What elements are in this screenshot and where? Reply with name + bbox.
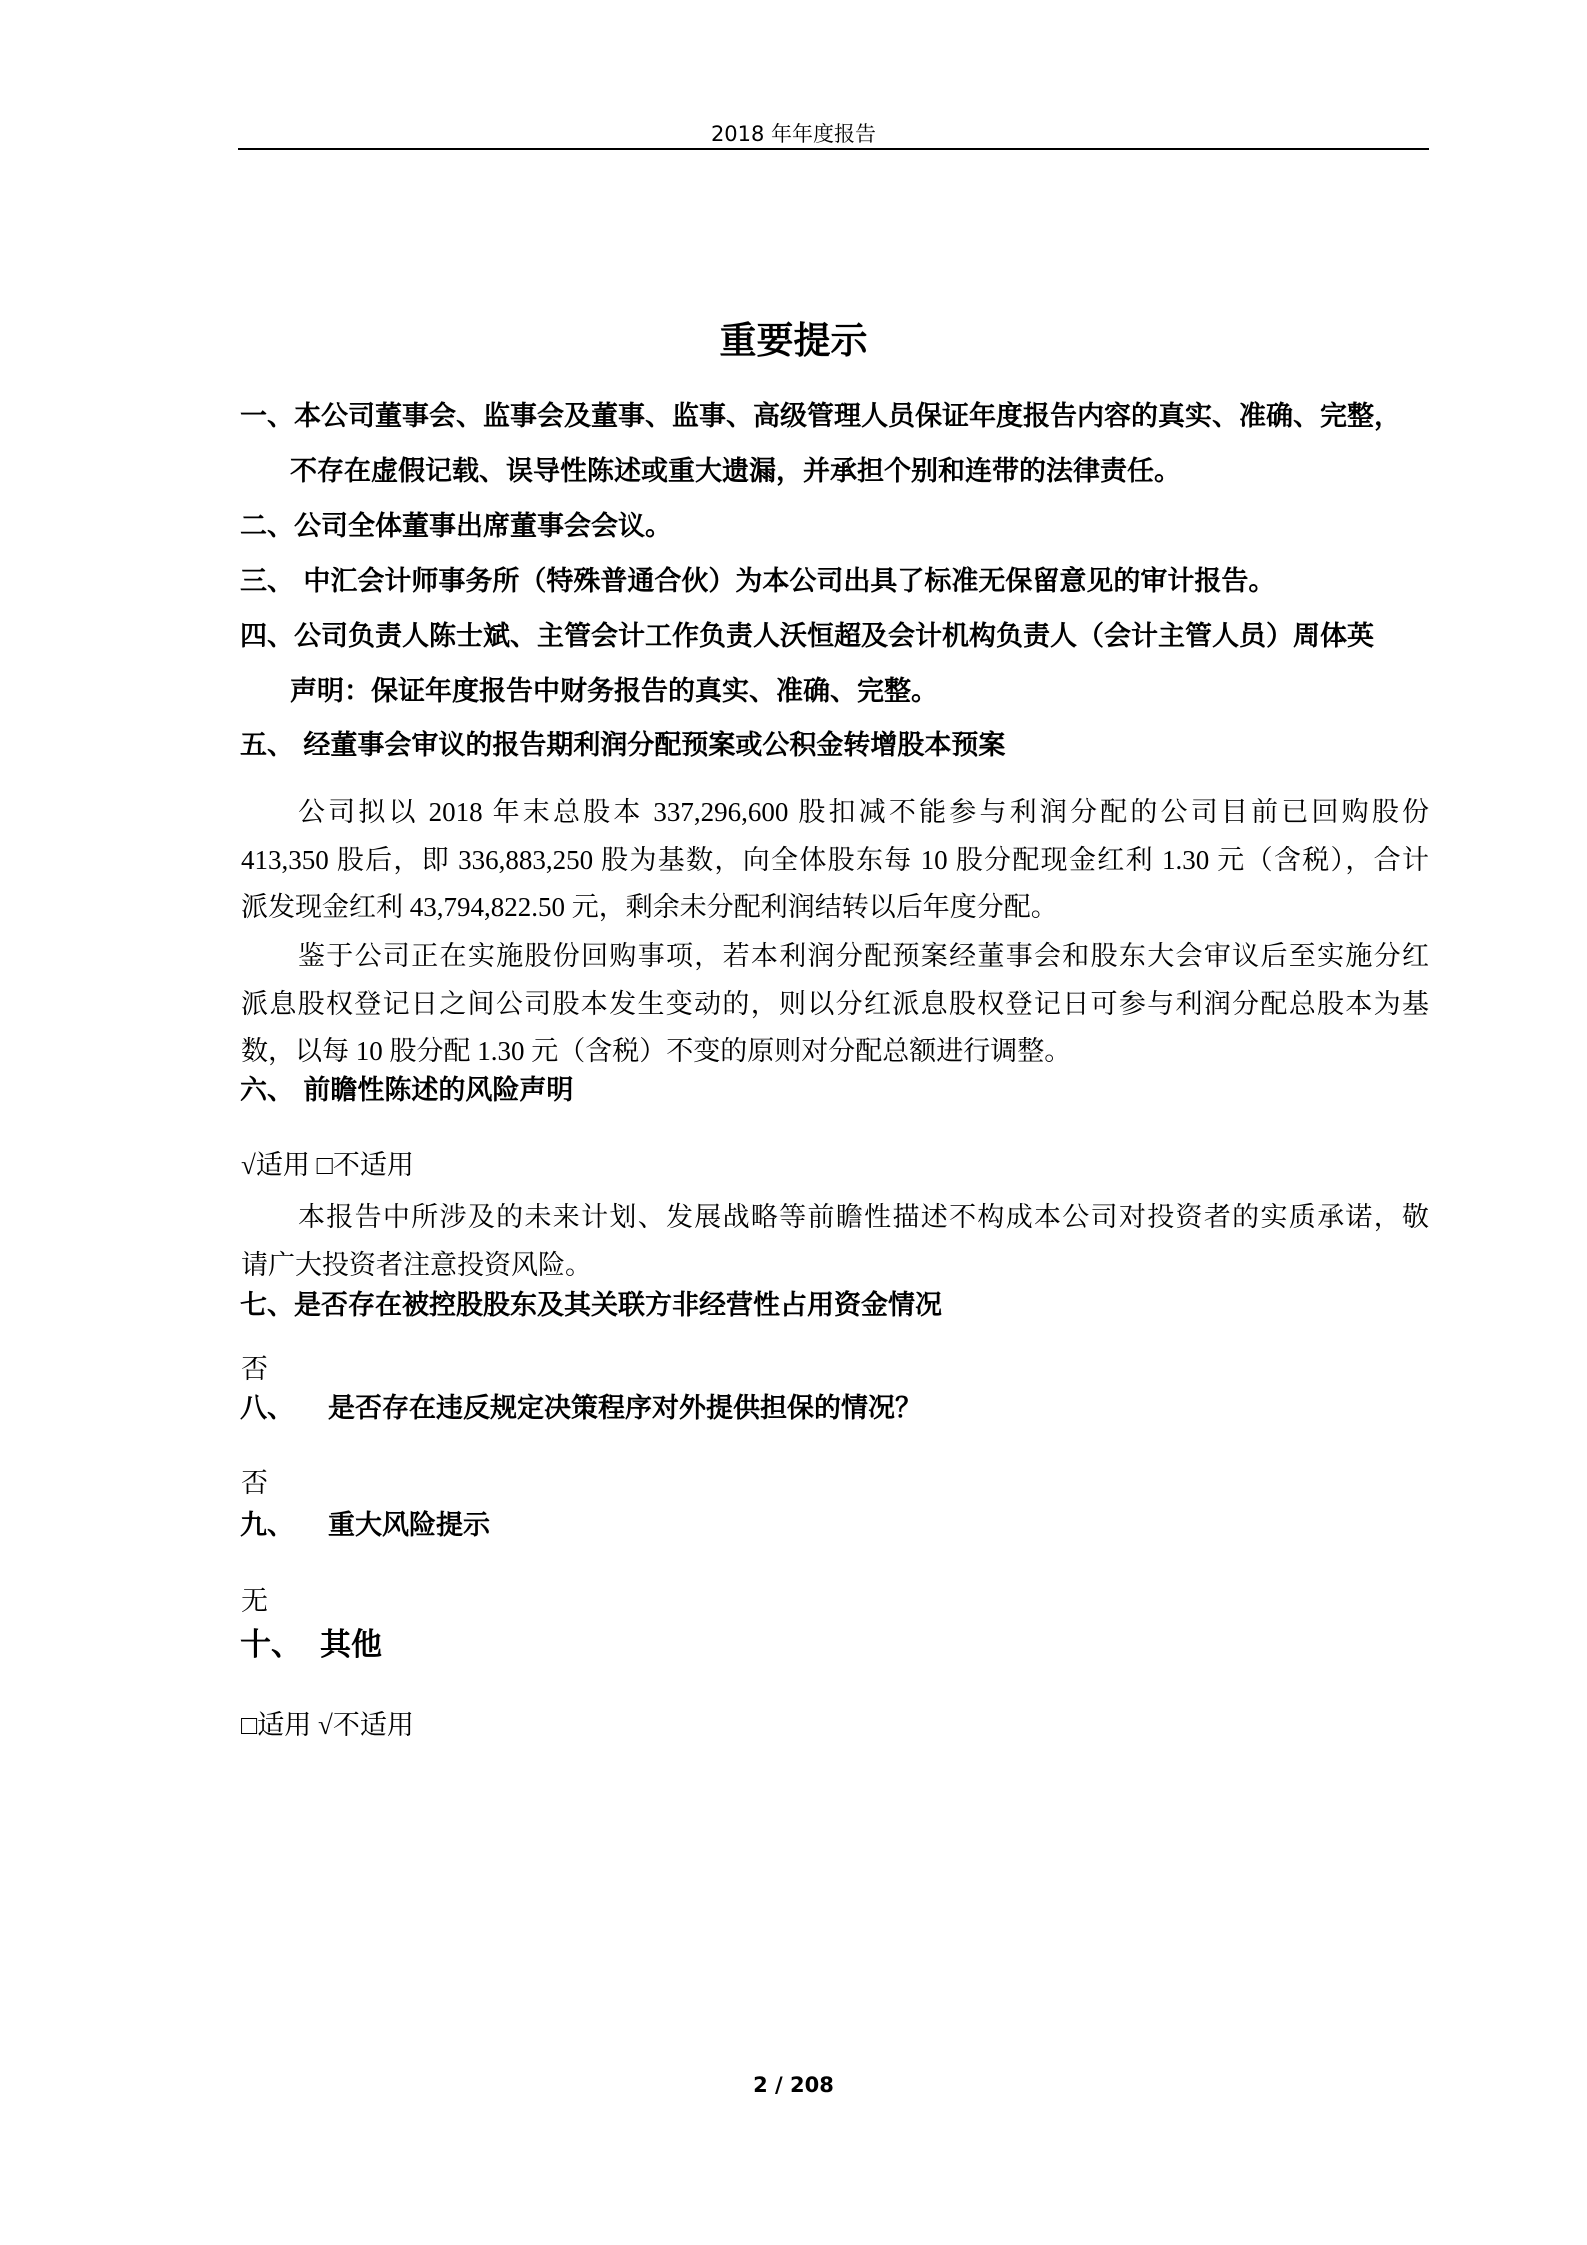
item-1-line-2: 不存在虚假记载、误导性陈述或重大遗漏，并承担个别和连带的法律责任。 [290, 456, 1181, 487]
item-5-body-3: 派发现金红利 43,794,822.50 元，剩余未分配利润结转以后年度分配。 [241, 892, 1058, 922]
item-1-line-1: 一、本公司董事会、监事会及董事、监事、高级管理人员保证年度报告内容的真实、准确、完整， [240, 401, 1401, 432]
item-5-body-4: 鉴于公司正在实施股份回购事项，若本利润分配预案经董事会和股东大会审议后至实施分红 [298, 941, 1429, 971]
item-4-line-2: 声明：保证年度报告中财务报告的真实、准确、完整。 [290, 676, 938, 707]
header-rule [238, 148, 1429, 150]
item-5-body-1: 公司拟以 2018 年末总股本 337,296,600 股扣减不能参与利润分配的公司目前已回购股份 [298, 797, 1429, 827]
item-8-number: 八、 [240, 1393, 294, 1424]
item-9-heading: 重大风险提示 [328, 1510, 490, 1541]
item-9-number: 九、 [240, 1510, 294, 1541]
page-number: 2 / 208 [753, 2073, 834, 2097]
page-title: 重要提示 [719, 319, 868, 362]
item-5-heading: 五、 经董事会审议的报告期利润分配预案或公积金转增股本预案 [240, 730, 1006, 761]
item-6-option: √适用 □不适用 [241, 1150, 414, 1180]
item-3: 三、 中汇会计师事务所（特殊普通合伙）为本公司出具了标准无保留意见的审计报告。 [240, 566, 1276, 597]
item-6-body-2: 请广大投资者注意投资风险。 [241, 1250, 592, 1280]
item-5-body-2: 413,350 股后，即 336,883,250 股为基数，向全体股东每 10 股分配现金红利 1.30 元（含税），合计 [241, 845, 1429, 875]
item-4-line-1: 四、公司负责人陈士斌、主管会计工作负责人沃恒超及会计机构负责人（会计主管人员）周体英 [240, 621, 1374, 652]
item-5-body-6: 数，以每 10 股分配 1.30 元（含税）不变的原则对分配总额进行调整。 [241, 1036, 1072, 1066]
item-7-answer: 否 [241, 1354, 268, 1384]
item-8-heading: 是否存在违反规定决策程序对外提供担保的情况？ [328, 1393, 922, 1424]
item-10-heading: 其他 [320, 1627, 382, 1663]
item-10-number: 十、 [240, 1627, 302, 1663]
item-6-body-1: 本报告中所涉及的未来计划、发展战略等前瞻性描述不构成本公司对投资者的实质承诺，敬 [298, 1202, 1429, 1232]
item-10-option: □适用 √不适用 [241, 1710, 414, 1740]
item-6-heading: 六、 前瞻性陈述的风险声明 [240, 1075, 574, 1106]
item-7-heading: 七、是否存在被控股股东及其关联方非经营性占用资金情况 [240, 1290, 942, 1321]
item-5-body-5: 派息股权登记日之间公司股本发生变动的，则以分红派息股权登记日可参与利润分配总股本为基 [241, 989, 1429, 1019]
running-header: 2018 年年度报告 [710, 122, 877, 146]
item-2: 二、公司全体董事出席董事会会议。 [240, 511, 672, 542]
item-8-answer: 否 [241, 1468, 268, 1498]
item-9-answer: 无 [241, 1586, 268, 1616]
